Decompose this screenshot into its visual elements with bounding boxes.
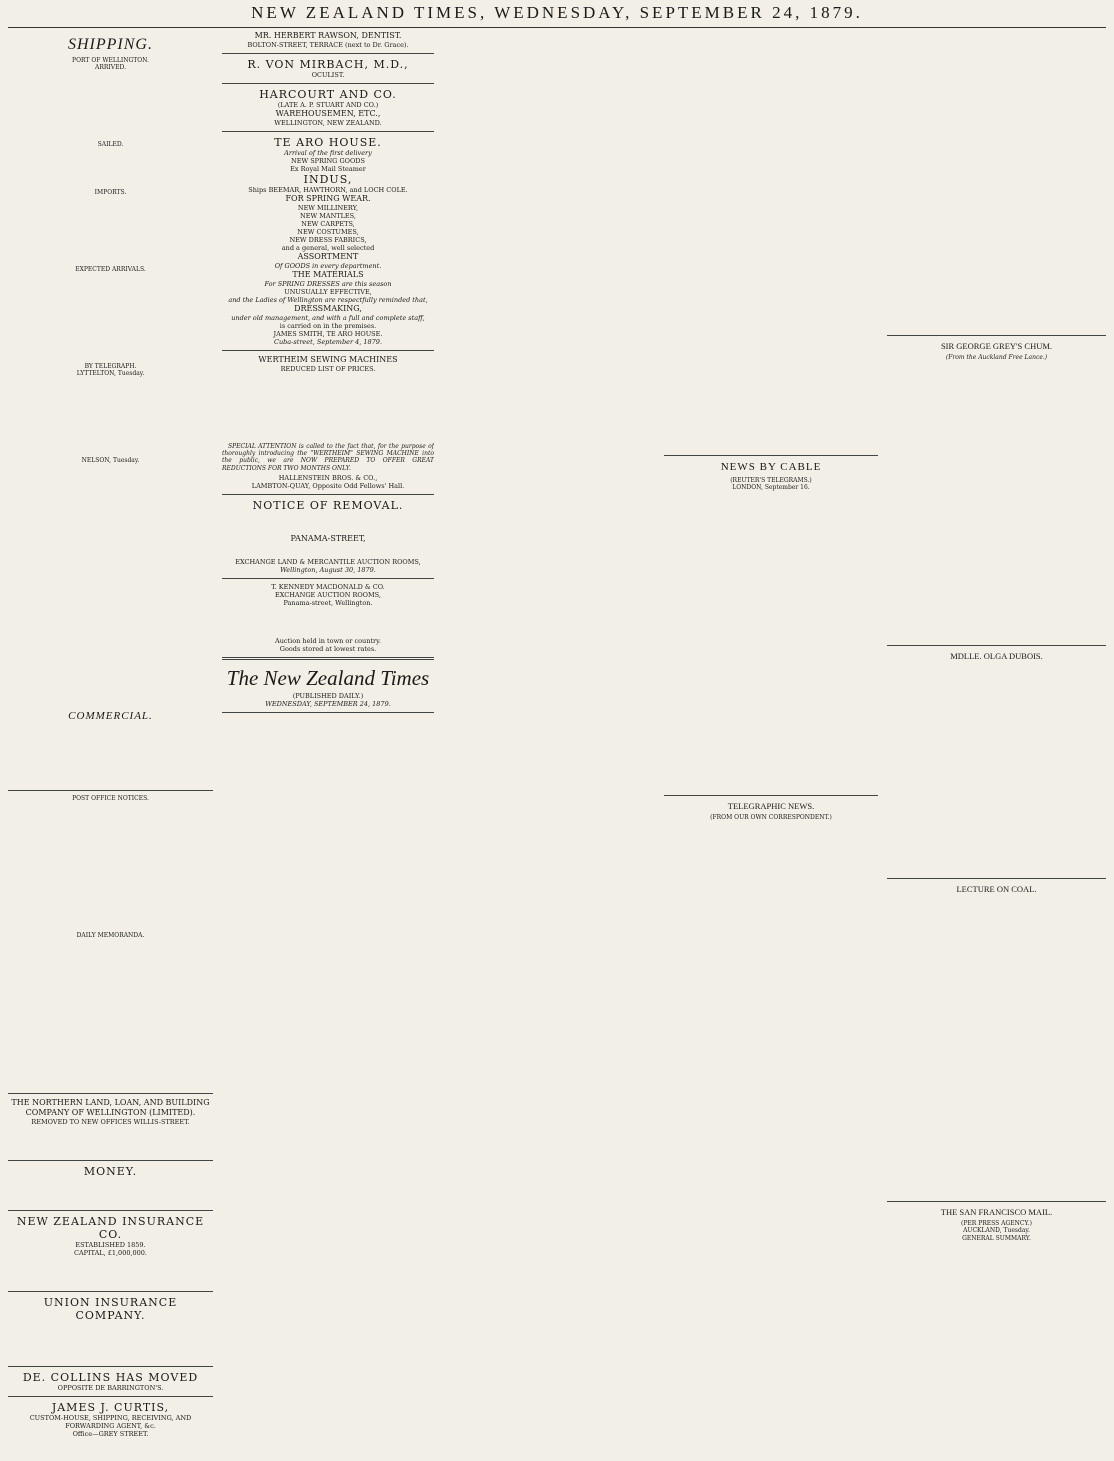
mirbach-ad: R. VON MIRBACH, M.D., <box>247 58 409 71</box>
goods-item: NEW MILLINERY, <box>297 204 359 212</box>
divider <box>887 645 1106 646</box>
goods-item: NEW DRESS FABRICS, <box>289 236 367 244</box>
te-aro-heading: TE ARO HOUSE. <box>274 136 382 149</box>
sf-mail-heading: THE SAN FRANCISCO MAIL. <box>940 1207 1053 1218</box>
assortment-line: ASSORTMENT <box>297 252 359 261</box>
reuter-line: (REUTER'S TELEGRAMS.) <box>730 477 812 484</box>
nz-insurance-heading: NEW ZEALAND INSURANCE CO. <box>16 1215 205 1242</box>
wertheim-heading: WERTHEIM SEWING MACHINES <box>258 355 398 364</box>
harcourt-ad: HARCOURT AND CO. <box>259 88 397 101</box>
dateline: WEDNESDAY, SEPTEMBER 24, 1879. <box>265 699 391 708</box>
warehousemen-line: WAREHOUSEMEN, ETC., <box>275 109 381 118</box>
divider <box>222 657 434 660</box>
steamer-line: Ex Royal Mail Steamer <box>290 165 366 173</box>
telegraph-heading: BY TELEGRAPH. <box>84 363 137 371</box>
removal-heading: NOTICE OF REMOVAL. <box>252 498 404 512</box>
imports-text <box>8 196 213 266</box>
rawson-ad: MR. HERBERT RAWSON, DENTIST. <box>254 31 402 40</box>
divider <box>8 1291 213 1292</box>
exchange-date: Wellington, August 30, 1879. <box>280 565 376 574</box>
harcourt-address: WELLINGTON, NEW ZEALAND. <box>274 119 382 127</box>
divider <box>887 1201 1106 1202</box>
under-line: under old management, and with a full and complete staff, <box>231 314 425 322</box>
exchange-line: EXCHANGE LAND & MERCANTILE AUCTION ROOMS, <box>235 557 421 566</box>
article-text <box>887 31 1106 331</box>
nz-insurance-text <box>8 1257 213 1287</box>
curtis-heading: JAMES J. CURTIS, <box>51 1401 170 1415</box>
harcourt-sub: (LATE A. P. STUART AND CO.) <box>277 101 379 109</box>
auction-line: Auction held in town or country. <box>275 636 381 645</box>
collins-heading: DE. COLLINS HAS MOVED <box>22 1371 199 1385</box>
published-line: (PUBLISHED DAILY.) <box>292 691 364 700</box>
nelson-heading: NELSON, Tuesday. <box>81 457 140 465</box>
ships-line: Ships BEEMAR, HAWTHORN, and LOCH COLE. <box>248 186 408 194</box>
reduced-line: REDUCED LIST OF PRICES. <box>280 365 376 373</box>
london-line: LONDON, September 16. <box>732 484 810 492</box>
summary-heading: GENERAL SUMMARY. <box>962 1234 1031 1242</box>
divider <box>222 578 434 579</box>
goods-store-line: Goods stored at lowest rates. <box>279 644 377 653</box>
mirbach-sub: OCULIST. <box>311 71 345 79</box>
divider <box>8 1396 213 1397</box>
smith-date: Cuba-street, September 4, 1879. <box>273 338 383 346</box>
grey-heading: SIR GEORGE GREY'S CHUM. <box>940 341 1053 351</box>
lecture-heading: LECTURE ON COAL. <box>956 884 1037 895</box>
arrival-line: Arrival of the first delivery <box>284 149 372 157</box>
column-4 <box>664 31 878 1456</box>
article-text <box>664 31 878 451</box>
arrived-heading: ARRIVED. <box>95 64 126 72</box>
divider <box>8 1160 213 1161</box>
press-line: (PER PRESS AGENCY.) <box>961 1220 1032 1228</box>
kennedy-line: T. KENNEDY MACDONALD & CO. <box>271 582 385 591</box>
union-insurance-heading: UNION INSURANCE COMPANY. <box>43 1296 178 1323</box>
removed-line: REMOVED TO NEW OFFICES WILLIS-STREET. <box>31 1118 190 1127</box>
auckland-line: AUCKLAND, Tuesday. <box>963 1227 1030 1235</box>
divider <box>8 1210 213 1211</box>
divider <box>222 83 434 84</box>
telegraphic-news-heading: TELEGRAPHIC NEWS. <box>727 801 815 812</box>
port-heading: PORT OF WELLINGTON. <box>72 57 149 64</box>
goods-item: NEW CARPETS, <box>301 220 355 228</box>
premises-line: is carried on in the premises. <box>279 322 377 330</box>
grey-sub: (From the Auckland Free Lance.) <box>945 354 1048 361</box>
divider <box>222 131 434 132</box>
ladies-line: and the Ladies of Wellington are respectfully reminded that, <box>228 296 428 304</box>
panama-line: PANAMA-STREET, <box>290 533 366 543</box>
collins-sub: OPPOSITE DE BARRINGTON'S. <box>57 1384 164 1393</box>
money-heading: MONEY. <box>83 1165 138 1179</box>
nelson-text <box>8 465 213 705</box>
curtis-address: Office—GREY STREET. <box>72 1430 149 1439</box>
memoranda-text <box>8 939 213 1089</box>
cable-text <box>664 491 878 791</box>
expected-text <box>8 273 213 363</box>
divider <box>664 795 878 796</box>
for-spring-line: FOR SPRING WEAR. <box>285 194 371 203</box>
removal-text <box>222 512 434 534</box>
imports-heading: IMPORTS. <box>94 188 127 196</box>
effective-line: UNUSUALLY EFFECTIVE, <box>284 288 372 296</box>
hallenstein-address: LAMBTON-QUAY, Opposite Odd Fellows' Hall. <box>251 481 405 490</box>
lyttelton-text <box>8 377 213 457</box>
general-line: and a general, well selected <box>281 244 375 252</box>
commercial-heading: COMMERCIAL. <box>68 709 153 722</box>
dressmaking-line: DRESSMAKING, <box>294 304 362 313</box>
lecture-text <box>887 897 1106 1197</box>
dubois-heading: MDLLE. OLGA DUBOIS. <box>950 651 1043 662</box>
post-office-heading: POST OFFICE NOTICES. <box>72 794 149 802</box>
removal-text-2 <box>222 544 434 558</box>
new-spring-line: NEW SPRING GOODS <box>291 157 365 165</box>
indus-line: INDUS, <box>303 173 353 186</box>
divider <box>8 790 213 791</box>
hallenstein-line: HALLENSTEIN BROS. & CO., <box>278 473 378 482</box>
special-attention: SPECIAL ATTENTION is called to the fact that, for the purpose of thoroughly introducing the "WERTHEIM" SEWING MACHINE into the public, we are NOW PREPARED TO OFFER GREAT REDUCTIONS FOR TWO MONTHS ONLY. <box>222 443 434 472</box>
nameplate: The New Zealand Times <box>226 665 430 690</box>
press-line: (FROM OUR OWN CORRESPONDENT.) <box>710 814 832 822</box>
divider <box>222 712 434 713</box>
divider <box>8 1093 213 1094</box>
curtis-sub: CUSTOM-HOUSE, SHIPPING, RECEIVING, AND FORWARDING AGENT, &c. <box>29 1414 192 1431</box>
column-1 <box>8 31 213 1456</box>
northern-loan-ad: THE NORTHERN LAND, LOAN, AND BUILDING COMPANY OF WELLINGTON (LIMITED). <box>11 1098 210 1118</box>
goods-item: NEW COSTUMES, <box>297 228 359 236</box>
arrived-text <box>8 71 213 141</box>
goods-item: NEW MANTLES, <box>300 212 356 220</box>
exchange2-address: Panama-street, Wellington. <box>283 598 373 607</box>
goods-line: Of GOODS in every department. <box>274 262 382 270</box>
smith-line: JAMES SMITH, TE ARO HOUSE. <box>273 330 383 338</box>
divider <box>8 1366 213 1367</box>
divider <box>887 335 1106 336</box>
money-text <box>8 1178 213 1206</box>
sailed-text <box>8 149 213 189</box>
column-3 <box>443 31 655 1456</box>
commercial-table <box>8 726 213 786</box>
grey-text <box>887 361 1106 641</box>
kennedy-text <box>222 607 434 637</box>
price-table <box>222 373 434 443</box>
divider <box>222 494 434 495</box>
column-2 <box>222 31 434 1456</box>
masthead: NEW ZEALAND TIMES, WEDNESDAY, SEPTEMBER 24, 1879. <box>251 3 863 22</box>
divider <box>222 350 434 351</box>
lyttelton-heading: LYTTELTON, Tuesday. <box>76 370 145 378</box>
union-insurance-text <box>8 1322 213 1362</box>
masthead-rule <box>8 27 1106 28</box>
sailed-heading: SAILED. <box>97 141 124 149</box>
news-by-cable-heading: NEWS BY CABLE <box>720 461 822 473</box>
column-5 <box>887 31 1106 1456</box>
divider <box>222 53 434 54</box>
for-dresses-line: For SPRING DRESSES are this season <box>264 280 392 288</box>
shipping-heading: SHIPPING. <box>68 36 153 53</box>
divider <box>664 455 878 456</box>
rawson-address: BOLTON-STREET, TERRACE (next to Dr. Grace). <box>247 41 409 49</box>
established-line: ESTABLISHED 1859. <box>75 1241 146 1250</box>
dubois-text <box>887 664 1106 874</box>
post-office-text <box>8 802 213 932</box>
divider <box>887 878 1106 879</box>
materials-line: THE MATERIALS <box>292 270 364 279</box>
capital-line: CAPITAL, £1,000,000. <box>73 1249 147 1258</box>
expected-heading: EXPECTED ARRIVALS. <box>75 265 146 273</box>
daily-memoranda-heading: DAILY MEMORANDA. <box>76 931 145 939</box>
northern-loan-text <box>8 1126 213 1156</box>
exchange2-line: EXCHANGE AUCTION ROOMS, <box>275 590 381 599</box>
